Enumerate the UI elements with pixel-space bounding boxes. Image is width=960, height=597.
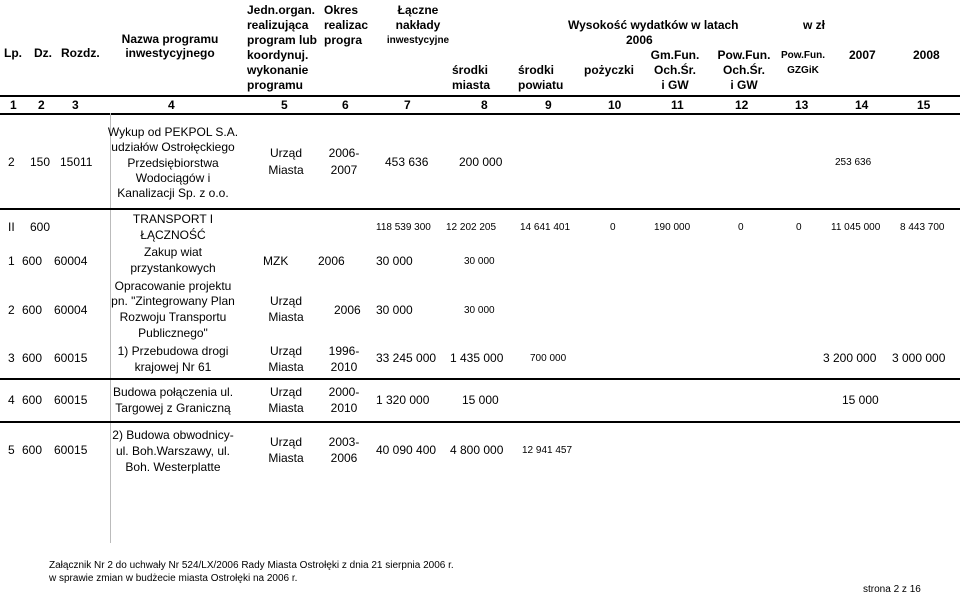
row-rozdz: 15011 [60, 155, 93, 169]
row-okres: 2010 [330, 360, 358, 374]
col-number-15: 15 [917, 98, 931, 112]
row-nazwa-line: krajowej Nr 61 [134, 360, 212, 374]
section-lp: II [8, 220, 15, 234]
row-jedn: Urząd [269, 385, 302, 399]
row-nazwa-line: Kanalizacji Sp. z o.o. [117, 186, 229, 200]
row-rozdz: 60004 [54, 303, 88, 317]
header-wysokosc: Wysokość wydatków w latach [568, 18, 739, 32]
row-srodki-miasta: 1 435 000 [450, 351, 504, 365]
row-lp: 3 [8, 351, 15, 365]
row-dz: 600 [22, 351, 43, 365]
col-number-2: 2 [38, 98, 45, 112]
header-pozyczki: pożyczki [584, 63, 635, 77]
row-rozdz: 60015 [54, 443, 88, 457]
header-gm-fun-2: Och.Śr. [653, 63, 697, 77]
section-gm-fun: 190 000 [654, 222, 691, 233]
header-wzl: w zł [803, 18, 826, 32]
header-year-2008: 2008 [913, 48, 940, 62]
header-srodki-powiatu-2: powiatu [518, 78, 564, 92]
row-jedn: Miasta [268, 310, 304, 324]
row-srodki-miasta: 4 800 000 [450, 443, 504, 457]
col-number-13: 13 [795, 98, 809, 112]
footer-page-number: strona 2 z 16 [863, 584, 921, 595]
header-okres-1: Okres [324, 3, 359, 17]
header-gm-fun-1: Gm.Fun. [650, 48, 700, 62]
row-divider [0, 421, 960, 423]
header-laczne-2: nakłady [395, 18, 441, 32]
header-year-2007: 2007 [849, 48, 876, 62]
header-jedn-2: realizująca [247, 18, 309, 32]
row-nazwa-line: Opracowanie projektu [114, 279, 232, 293]
row-okres: 2006 [330, 451, 358, 465]
row-laczne: 33 245 000 [376, 351, 437, 365]
header-laczne-1: Łączne [397, 3, 439, 17]
row-nazwa-line: pn. "Zintegrowany Plan [111, 294, 235, 308]
col-number-8: 8 [481, 98, 488, 112]
section-year-2007: 11 045 000 [831, 222, 881, 233]
col-number-10: 10 [608, 98, 622, 112]
row-year-2007: 253 636 [835, 157, 872, 168]
row-lp: 4 [8, 393, 15, 407]
section-gzgik: 0 [796, 222, 802, 233]
header-nazwa-2: inwestycyjnego [125, 46, 215, 60]
header-pow-fun-3: i GW [730, 78, 758, 92]
row-jedn: Urząd [269, 294, 302, 308]
header-gm-fun-3: i GW [661, 78, 689, 92]
row-divider [0, 208, 960, 210]
row-jedn: Urząd [269, 344, 302, 358]
row-dz: 150 [30, 155, 51, 169]
col-number-11: 11 [671, 98, 684, 112]
row-jedn: Urząd [269, 435, 302, 449]
col-number-12: 12 [735, 98, 749, 112]
col-number-6: 6 [342, 98, 349, 112]
header-srodki-powiatu-1: środki [518, 63, 555, 77]
header-pow-fun-gzgik-2: GZGiK [787, 65, 819, 76]
row-jedn: Miasta [268, 401, 304, 415]
row-nazwa-line: Przedsiębiorstwa [127, 156, 219, 170]
col-number-1: 1 [10, 98, 17, 112]
row-nazwa-line: Zakup wiat [143, 245, 203, 259]
section-srodki-miasta: 12 202 205 [446, 222, 497, 233]
section-year-2008: 8 443 700 [900, 222, 945, 233]
row-srodki-powiatu: 700 000 [530, 353, 567, 364]
row-nazwa-line: Budowa połączenia ul. [112, 385, 234, 399]
header-laczne-3: inwestycyjne [386, 35, 450, 46]
row-jedn: Urząd [269, 146, 302, 160]
col-number-9: 9 [545, 98, 552, 112]
row-year-2007: 15 000 [842, 393, 879, 407]
row-nazwa-line: Targowej z Graniczną [115, 401, 231, 415]
section-nazwa-line: ŁĄCZNOŚĆ [140, 228, 206, 242]
row-okres: 2007 [330, 163, 358, 177]
row-okres: 1996- [328, 344, 360, 358]
section-nazwa-line: TRANSPORT I [132, 212, 214, 226]
row-okres: 2006 [318, 254, 345, 268]
section-dz: 600 [30, 220, 51, 234]
row-srodki-powiatu: 12 941 457 [522, 445, 573, 456]
row-okres: 2006 [334, 303, 361, 317]
row-okres: 2003- [328, 435, 360, 449]
table-body-top-rule [0, 113, 960, 115]
row-nazwa-line: udziałów Ostrołęckiego [111, 140, 235, 154]
row-laczne: 30 000 [376, 254, 413, 268]
row-okres: 2000- [328, 385, 360, 399]
header-nazwa-1: Nazwa programu [121, 32, 219, 46]
row-laczne: 40 090 400 [376, 443, 437, 457]
header-dz: Dz. [34, 46, 52, 60]
footer-attachment-note: Załącznik Nr 2 do uchwały Nr 524/LX/2006 Rady Miasta Ostrołęki z dnia 21 sierpnia 2006 r. [49, 560, 454, 571]
section-srodki-powiatu: 14 641 401 [520, 222, 571, 233]
section-pozyczki: 0 [610, 222, 616, 233]
row-srodki-miasta: 15 000 [462, 393, 499, 407]
col-number-3: 3 [72, 98, 79, 112]
row-lp: 2 [8, 303, 15, 317]
header-jedn-6: programu [247, 78, 304, 92]
row-lp: 2 [8, 155, 15, 169]
col-number-14: 14 [855, 98, 869, 112]
row-dz: 600 [22, 443, 43, 457]
header-okres-2: realizac [324, 18, 369, 32]
row-jedn: Miasta [268, 360, 304, 374]
row-rozdz: 60015 [54, 351, 88, 365]
col-number-5: 5 [281, 98, 288, 112]
header-divider [0, 95, 960, 97]
header-lp: Lp. [4, 46, 22, 60]
header-jedn-5: wykonanie [247, 63, 309, 77]
row-jedn: MZK [263, 254, 289, 268]
header-jedn-3: program lub [247, 33, 318, 47]
footer-resolution-subject: w sprawie zmian w budżecie miasta Ostrołęki na 2006 r. [49, 573, 298, 584]
header-pow-fun-1: Pow.Fun. [717, 48, 771, 62]
row-laczne: 453 636 [385, 155, 429, 169]
header-rozdz: Rozdz. [61, 46, 100, 60]
row-nazwa-line: przystankowych [130, 261, 216, 275]
row-srodki-miasta: 30 000 [464, 305, 495, 316]
row-nazwa-line: Wykup od PEKPOL S.A. [107, 125, 239, 139]
row-srodki-miasta: 30 000 [464, 256, 495, 267]
row-dz: 600 [22, 393, 43, 407]
row-divider [0, 378, 960, 380]
row-okres: 2006- [328, 146, 360, 160]
row-nazwa-line: Rozwoju Transportu [119, 310, 227, 324]
header-pow-fun-2: Och.Śr. [722, 63, 766, 77]
col-number-4: 4 [168, 98, 175, 112]
col-number-7: 7 [404, 98, 411, 112]
row-okres: 2010 [330, 401, 358, 415]
section-pow-fun: 0 [738, 222, 744, 233]
row-jedn: Miasta [268, 163, 304, 177]
header-jedn-1: Jedn.organ. [247, 3, 316, 17]
row-jedn: Miasta [268, 451, 304, 465]
row-laczne: 30 000 [376, 303, 413, 317]
row-dz: 600 [22, 303, 43, 317]
header-year-2006: 2006 [626, 33, 653, 47]
row-nazwa-line: 2) Budowa obwodnicy- [112, 428, 234, 442]
row-year-2008: 3 000 000 [892, 351, 946, 365]
row-dz: 600 [22, 254, 43, 268]
row-nazwa-line: ul. Boh.Warszawy, ul. [115, 444, 231, 458]
row-rozdz: 60015 [54, 393, 88, 407]
section-laczne: 118 539 300 [376, 222, 431, 233]
row-lp: 5 [8, 443, 15, 457]
header-srodki-miasta-2: miasta [452, 78, 491, 92]
row-nazwa-line: Wodociągów i [135, 171, 211, 185]
row-srodki-miasta: 200 000 [459, 155, 503, 169]
row-laczne: 1 320 000 [376, 393, 430, 407]
header-jedn-4: koordynuj. [247, 48, 309, 62]
header-pow-fun-gzgik-1: Pow.Fun. [780, 50, 826, 61]
row-rozdz: 60004 [54, 254, 88, 268]
row-nazwa-line: 1) Przebudowa drogi [117, 344, 229, 358]
row-year-2007: 3 200 000 [823, 351, 877, 365]
row-lp: 1 [8, 254, 15, 268]
row-nazwa-line: Publicznego" [138, 326, 208, 340]
row-nazwa-line: Boh. Westerplatte [125, 460, 221, 474]
header-srodki-miasta-1: środki [452, 63, 489, 77]
header-okres-3: progra [324, 33, 363, 47]
